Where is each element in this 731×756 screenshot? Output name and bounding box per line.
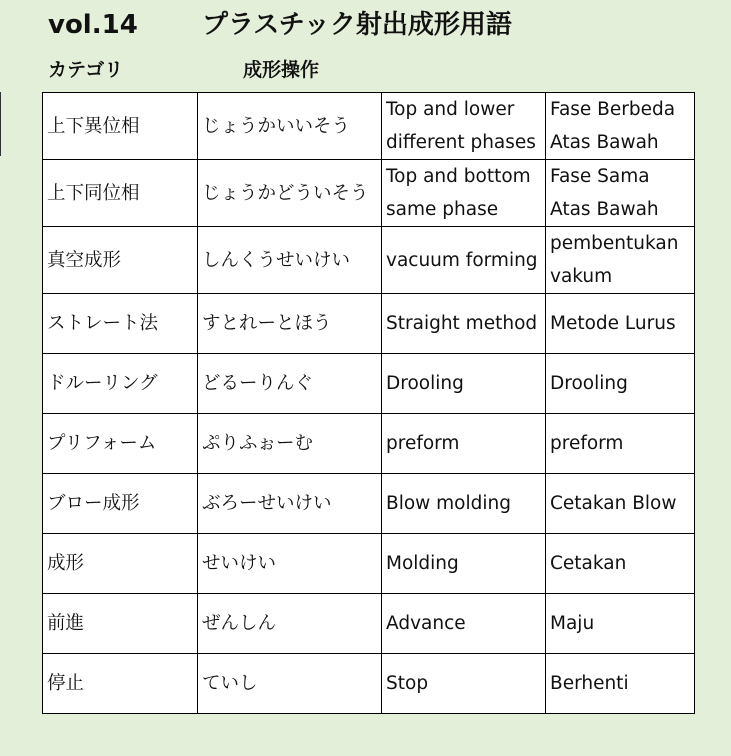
table-row [43,93,695,160]
table-row [43,414,695,474]
term-reading: ぷりふぉーむ [198,414,382,474]
term-reading: ぶろーせいけい [198,474,382,534]
term-english: Blow molding [382,474,546,534]
table-row [43,294,695,354]
term-japanese: ブロー成形 [43,474,198,534]
term-japanese: 真空成形 [43,227,198,294]
term-japanese: ドルーリング [43,354,198,414]
term-english: Top and lower different phases [382,93,546,160]
term-reading: せいけい [198,534,382,594]
term-english: vacuum forming [382,227,546,294]
term-indonesian: Drooling [546,354,695,414]
term-reading: ていし [198,654,382,714]
term-japanese: ストレート法 [43,294,198,354]
page-title: プラスチック射出成形用語 [202,10,512,40]
term-reading: じょうかどういそう [198,160,382,227]
table-row [43,160,695,227]
term-indonesian: preform [546,414,695,474]
term-japanese: 上下同位相 [43,160,198,227]
term-japanese: 上下異位相 [43,93,198,160]
table-row [43,594,695,654]
term-reading: しんくうせいけい [198,227,382,294]
term-reading: ぜんしん [198,594,382,654]
term-english: Straight method [382,294,546,354]
term-indonesian: Maju [546,594,695,654]
term-reading: どるーりんぐ [198,354,382,414]
term-japanese: プリフォーム [43,414,198,474]
term-english: Advance [382,594,546,654]
term-reading: すとれーとほう [198,294,382,354]
term-english: Top and bottom same phase [382,160,546,227]
term-indonesian: Cetakan Blow [546,474,695,534]
table-row [43,227,695,294]
term-english: Stop [382,654,546,714]
term-indonesian: pembentukan vakum [546,227,695,294]
term-japanese: 成形 [43,534,198,594]
table-row [43,654,695,714]
term-english: preform [382,414,546,474]
term-indonesian: Fase Sama Atas Bawah [546,160,695,227]
terms-table [42,92,695,714]
term-japanese: 停止 [43,654,198,714]
edge-divider [0,92,1,156]
term-english: Drooling [382,354,546,414]
table-row [43,354,695,414]
term-indonesian: Cetakan [546,534,695,594]
term-english: Molding [382,534,546,594]
category-label: カテゴリ [48,59,124,81]
term-reading: じょうかいいそう [198,93,382,160]
category-value: 成形操作 [243,59,320,81]
term-indonesian: Fase Berbeda Atas Bawah [546,93,695,160]
term-indonesian: Berhenti [546,654,695,714]
term-indonesian: Metode Lurus [546,294,695,354]
table-row [43,474,695,534]
volume-number: vol.14 [48,10,138,40]
table-row [43,534,695,594]
term-japanese: 前進 [43,594,198,654]
